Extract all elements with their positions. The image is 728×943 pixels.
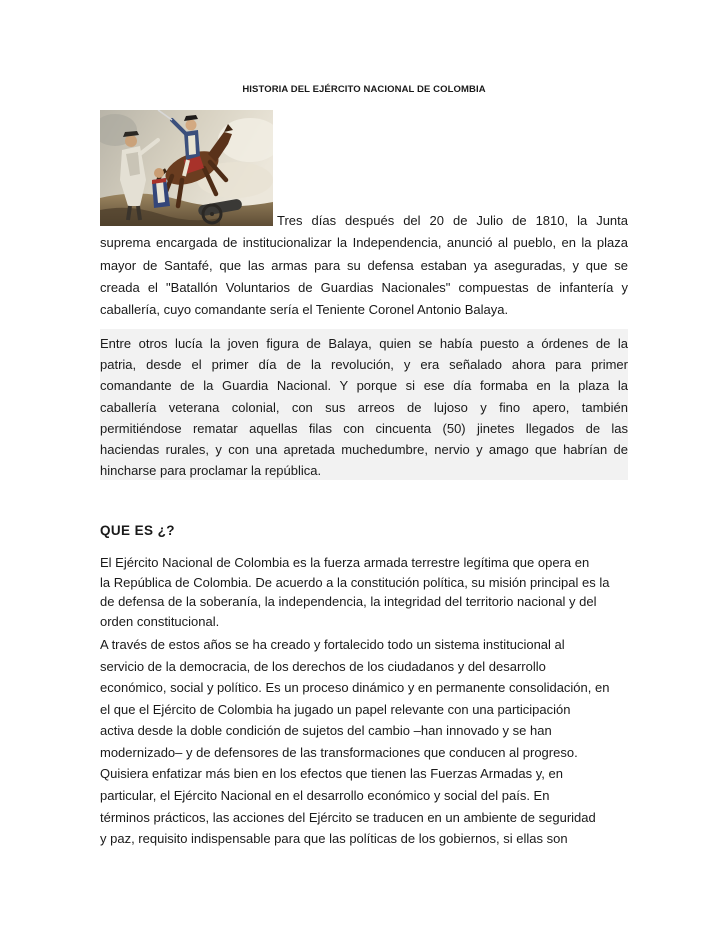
intro-line: suprema encargada de institucionalizar la Independencia, anunció al pueblo, en la plaza (100, 235, 628, 251)
highlighted-line: hincharse para proclamar la república. (100, 463, 322, 479)
intro-line: Tres días después del 20 de Julio de 1810, la Junta (277, 213, 628, 228)
highlighted-paragraph (100, 329, 628, 480)
document-title: HISTORIA DEL EJÉRCITO NACIONAL DE COLOMBIA (242, 84, 486, 95)
definition-line: de defensa de la soberanía, la independencia, la integridad del territorio nacional y del (100, 594, 597, 610)
intro-line: mayor de Santafé, que las armas para su defensa estaban ya aseguradas, y que se (100, 257, 628, 273)
intro-line: creada el "Batallón Voluntarios de Guardias Nacionales" compuestas de infantería y (100, 279, 628, 295)
institutional-line: términos prácticos, las acciones del Ejército se traducen en un ambiente de seguridad (100, 809, 596, 825)
section-heading: QUE ES ¿? (100, 523, 175, 538)
institutional-line: activa desde la doble condición de sujetos del cambio –han innovado y se han (100, 723, 552, 739)
institutional-line: el que el Ejército de Colombia ha jugado un papel relevante con una participación (100, 701, 571, 717)
definition-paragraph (100, 553, 628, 632)
definition-line: la República de Colombia. De acuerdo a la constitución política, su misión principal es la (100, 574, 610, 590)
definition-line: orden constitucional. (100, 614, 220, 630)
highlighted-line: haciendas rurales, y con una apretada muchedumbre, nervio y amago que habrían de (100, 442, 628, 458)
highlighted-line: permitiéndose rematar aquellas filas con cincuenta (50) jinetes llegados de las (100, 420, 628, 436)
highlighted-line: caballería veterana colonial, con sus arreos de lujoso y fino apero, también (100, 399, 628, 415)
institutional-line: económico, social y político. Es un proceso dinámico y en permanente consolidación, en (100, 680, 610, 696)
battle-painting-image (100, 110, 273, 226)
institutional-line: servicio de la democracia, de los derechos de los ciudadanos y del desarrollo (100, 658, 546, 674)
highlighted-line: Entre otros lucía la joven figura de Balaya, quien se había puesto a órdenes de la (100, 336, 628, 351)
intro-paragraph (100, 210, 628, 321)
institutional-line: Quisiera enfatizar más bien en los efectos que tienen las Fuerzas Armadas y, en (100, 766, 563, 782)
intro-line: caballería, cuyo comandante sería el Teniente Coronel Antonio Balaya. (100, 302, 509, 318)
institutional-line: modernizado– y de defensores de las transformaciones que conducen al progreso. (100, 744, 578, 760)
institutional-line: y paz, requisito indispensable para que las políticas de los gobiernos, si ellas son (100, 831, 568, 847)
highlighted-line: comandante de la Guardia Nacional. Y porque si ese día formaba en la plaza la (100, 378, 628, 394)
highlighted-line: patria, desde el primer día de la revolución, y era señalado ahora para primer (100, 357, 628, 373)
institutional-paragraph (100, 634, 628, 850)
institutional-line: particular, el Ejército Nacional en el desarrollo económico y social del país. En (100, 787, 550, 803)
definition-line: El Ejército Nacional de Colombia es la fuerza armada terrestre legítima que opera en (100, 555, 590, 570)
institutional-line: A través de estos años se ha creado y fortalecido todo un sistema institucional al (100, 637, 565, 652)
